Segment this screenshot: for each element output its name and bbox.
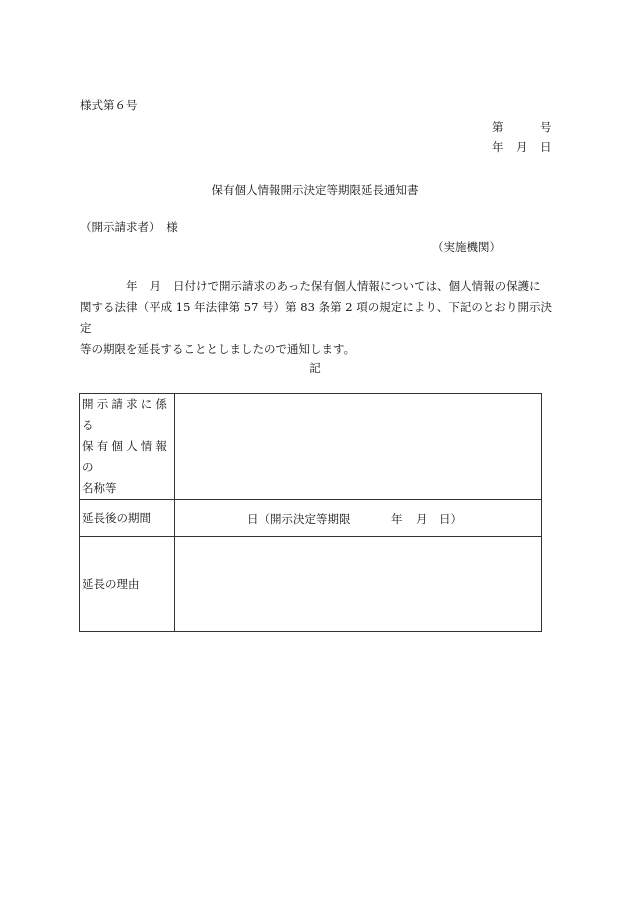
number-suffix: 号 (540, 120, 552, 134)
body-line-2: 関する法律（平成 15 年法律第 57 号）第 83 条第 2 項の規定により、下記のとおり開示決定 (80, 300, 552, 335)
info-name-value-cell[interactable] (175, 394, 542, 500)
body-text (80, 276, 552, 360)
label-line: 開示請求に係る (82, 397, 171, 432)
addressee: （開示請求者） 様 (80, 220, 178, 234)
period-year: 年 (391, 512, 403, 526)
implementing-agency: （実施機関） (432, 240, 501, 254)
period-month: 月 (416, 512, 428, 526)
table-row (80, 500, 542, 537)
row-label-info-name (80, 394, 175, 500)
period-day-close: 日） (439, 512, 462, 526)
body-year: 年 (126, 279, 138, 293)
label-line: 保有個人情報の (82, 439, 171, 474)
period-days: 日（開示決定等期限 (247, 512, 351, 526)
date-day: 日 (540, 140, 552, 154)
detail-table (79, 393, 542, 632)
row-label-extension-reason: 延長の理由 (80, 537, 175, 632)
extended-period-value-cell[interactable] (175, 500, 542, 537)
body-line-1-text: 日付けで開示請求のあった保有個人情報については、個人情報の保護に (173, 279, 541, 293)
date-year: 年 (492, 140, 504, 154)
row-label-extended-period: 延長後の期間 (80, 500, 175, 537)
table-row (80, 394, 542, 500)
date-month: 月 (516, 140, 528, 154)
number-prefix: 第 (492, 120, 504, 134)
label-line: 名称等 (82, 481, 117, 495)
document-title: 保有個人情報開示決定等期限延長通知書 (211, 183, 419, 197)
body-line-3: 等の期限を延長することとしましたので通知します。 (80, 342, 356, 356)
body-month: 月 (149, 279, 161, 293)
body-line-1 (80, 276, 552, 297)
form-number: 様式第６号 (80, 98, 138, 112)
table-row (80, 537, 542, 632)
ki-heading: 記 (309, 361, 321, 375)
extension-reason-value-cell[interactable] (175, 537, 542, 632)
